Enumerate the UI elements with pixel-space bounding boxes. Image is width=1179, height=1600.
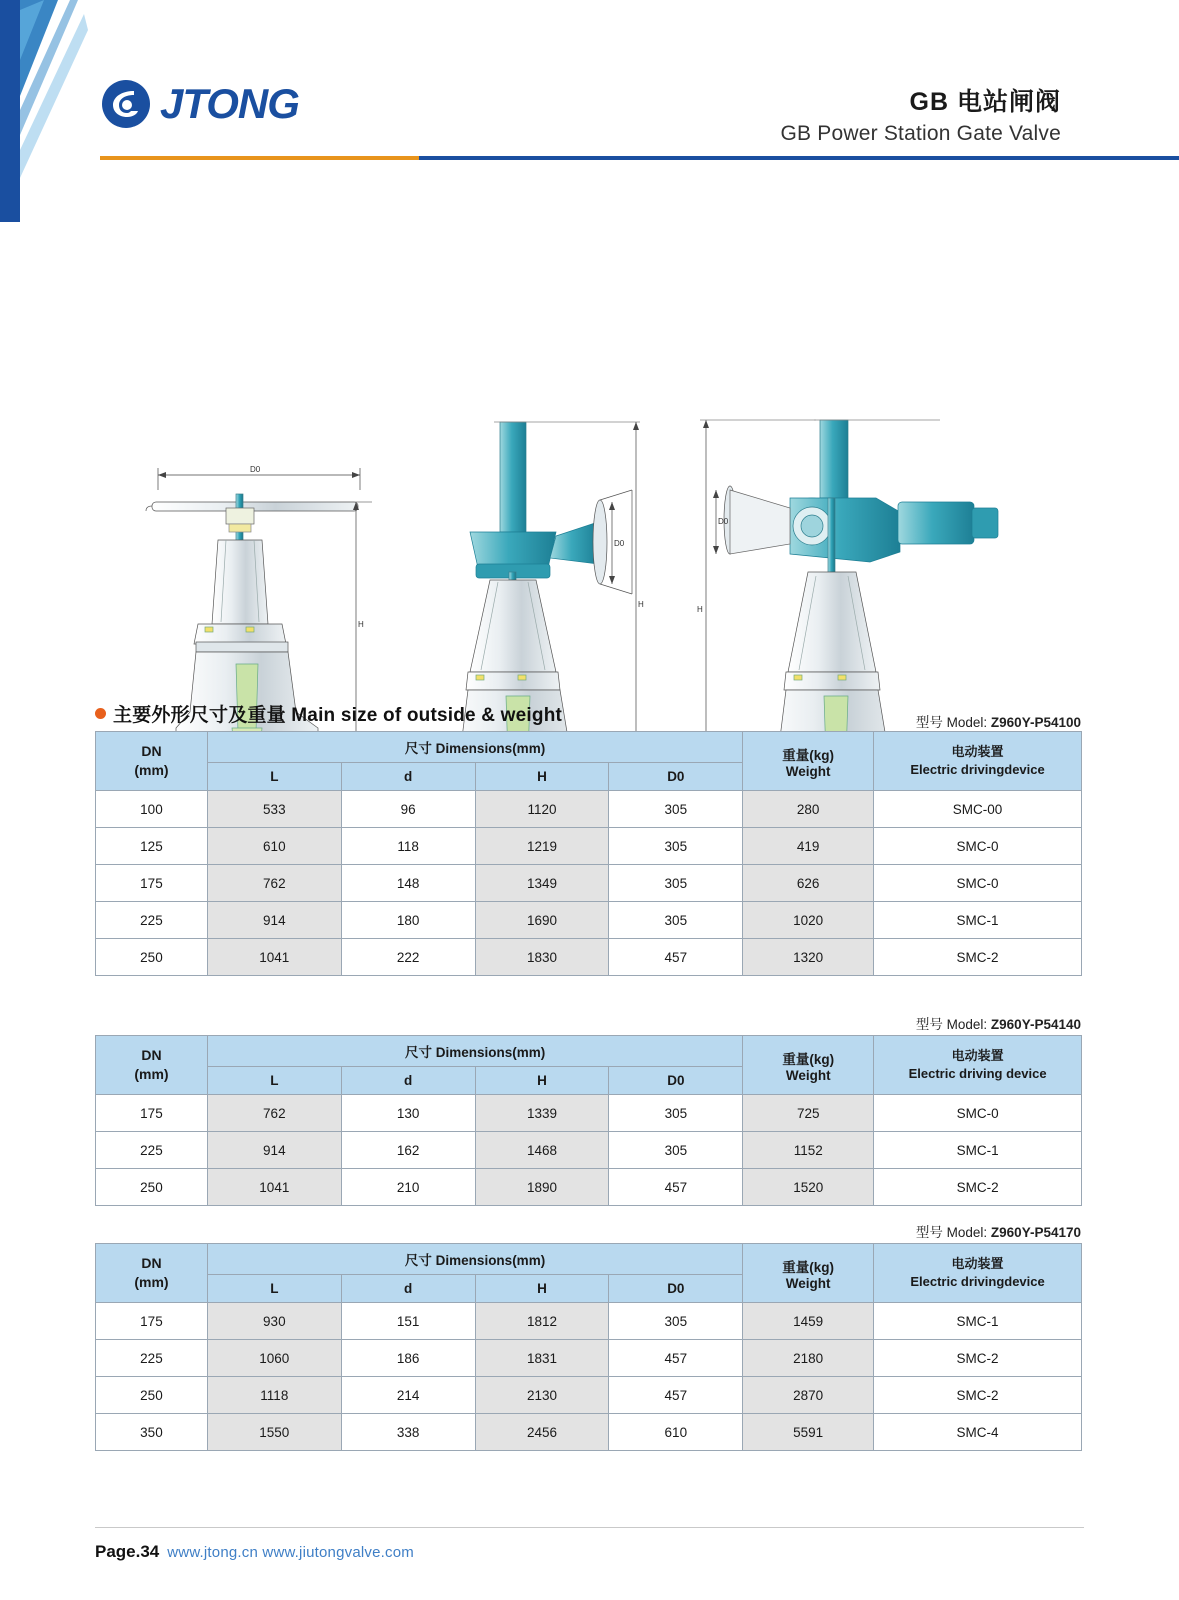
dimensions-table-3 bbox=[95, 1243, 1082, 1451]
cell-d: 210 bbox=[341, 1169, 475, 1206]
brand-logo bbox=[100, 78, 299, 130]
header-weight-line2: Weight bbox=[785, 1067, 831, 1083]
header-h: H bbox=[475, 1275, 609, 1303]
cell-d: 222 bbox=[341, 939, 475, 976]
cell-device: SMC-1 bbox=[874, 1132, 1082, 1169]
header-d: d bbox=[341, 1275, 475, 1303]
valve-drawings bbox=[0, 172, 1179, 642]
header-weight-line2: Weight bbox=[785, 1275, 831, 1291]
cell-l: 1550 bbox=[207, 1414, 341, 1451]
cell-l: 1060 bbox=[207, 1340, 341, 1377]
brand-name: JTONG bbox=[160, 80, 299, 127]
cell-h: 1831 bbox=[475, 1340, 609, 1377]
header-weight-line1: 重量(kg) bbox=[782, 747, 835, 763]
header-dn-line1: DN bbox=[141, 743, 162, 760]
cell-dn: 125 bbox=[96, 828, 208, 865]
cell-d0: 305 bbox=[609, 828, 743, 865]
model-prefix-3: 型号 Model: bbox=[915, 1225, 988, 1240]
header-l: L bbox=[207, 763, 341, 791]
header-dn bbox=[96, 1244, 208, 1303]
cell-d: 148 bbox=[341, 865, 475, 902]
model-value-1: Z960Y-P54100 bbox=[990, 715, 1081, 730]
cell-device: SMC-0 bbox=[874, 865, 1082, 902]
cell-h: 1349 bbox=[475, 865, 609, 902]
cell-dn: 100 bbox=[96, 791, 208, 828]
cell-d0: 610 bbox=[609, 1414, 743, 1451]
cell-weight: 1459 bbox=[743, 1303, 874, 1340]
cell-d0: 457 bbox=[609, 1340, 743, 1377]
cell-weight: 1152 bbox=[743, 1132, 874, 1169]
svg-text:H: H bbox=[638, 600, 644, 609]
header-device-line1: 电动装置 bbox=[951, 743, 1004, 759]
header-d0: D0 bbox=[609, 763, 743, 791]
page-title-en: GB Power Station Gate Valve bbox=[780, 122, 1061, 145]
header-d0: D0 bbox=[609, 1275, 743, 1303]
cell-d: 180 bbox=[341, 902, 475, 939]
cell-h: 1219 bbox=[475, 828, 609, 865]
header-device-line1: 电动装置 bbox=[951, 1047, 1004, 1063]
header-weight-line2: Weight bbox=[785, 763, 831, 779]
table-header-row bbox=[96, 1036, 1082, 1067]
table-header-row bbox=[96, 732, 1082, 763]
cell-h: 1690 bbox=[475, 902, 609, 939]
cell-d0: 305 bbox=[609, 1095, 743, 1132]
model-label-3 bbox=[916, 1221, 1081, 1241]
header-h: H bbox=[475, 763, 609, 791]
header-dimensions: 尺寸 Dimensions(mm) bbox=[207, 1036, 742, 1067]
page-title-cn: GB 电站闸阀 bbox=[909, 88, 1061, 116]
header-weight bbox=[743, 1244, 874, 1303]
cell-d: 151 bbox=[341, 1303, 475, 1340]
table-row bbox=[96, 828, 1082, 865]
header-device bbox=[874, 1036, 1082, 1095]
table-head bbox=[96, 1244, 1082, 1303]
cell-dn: 225 bbox=[96, 902, 208, 939]
header-device bbox=[874, 1244, 1082, 1303]
cell-l: 533 bbox=[207, 791, 341, 828]
table-body bbox=[96, 791, 1082, 976]
table-row bbox=[96, 1095, 1082, 1132]
cell-d: 118 bbox=[341, 828, 475, 865]
header-l: L bbox=[207, 1067, 341, 1095]
cell-device: SMC-1 bbox=[874, 1303, 1082, 1340]
section-title bbox=[95, 700, 562, 727]
header-d0: D0 bbox=[609, 1067, 743, 1095]
cell-l: 930 bbox=[207, 1303, 341, 1340]
cell-h: 1890 bbox=[475, 1169, 609, 1206]
cell-d0: 305 bbox=[609, 791, 743, 828]
header-d: d bbox=[341, 1067, 475, 1095]
header-dimensions: 尺寸 Dimensions(mm) bbox=[207, 1244, 742, 1275]
jtong-logo-icon bbox=[100, 78, 152, 130]
svg-text:H: H bbox=[358, 620, 364, 629]
table-body bbox=[96, 1095, 1082, 1206]
table-body bbox=[96, 1303, 1082, 1451]
model-label-1 bbox=[916, 711, 1081, 731]
cell-device: SMC-00 bbox=[874, 791, 1082, 828]
cell-dn: 175 bbox=[96, 865, 208, 902]
table-row bbox=[96, 1340, 1082, 1377]
cell-d: 130 bbox=[341, 1095, 475, 1132]
cell-weight: 2180 bbox=[743, 1340, 874, 1377]
header-dn-line1: DN bbox=[141, 1047, 162, 1064]
table-row bbox=[96, 939, 1082, 976]
cell-d0: 305 bbox=[609, 1132, 743, 1169]
table-row bbox=[96, 1414, 1082, 1451]
cell-d0: 305 bbox=[609, 902, 743, 939]
cell-d0: 305 bbox=[609, 1303, 743, 1340]
svg-text:H: H bbox=[697, 605, 703, 614]
table-row bbox=[96, 1303, 1082, 1340]
header-dn-line2: (mm) bbox=[134, 1066, 169, 1082]
header-weight-line1: 重量(kg) bbox=[782, 1259, 835, 1275]
cell-d: 214 bbox=[341, 1377, 475, 1414]
header-dn-line2: (mm) bbox=[134, 1274, 169, 1290]
header-weight-line1: 重量(kg) bbox=[782, 1051, 835, 1067]
cell-weight: 1320 bbox=[743, 939, 874, 976]
cell-weight: 725 bbox=[743, 1095, 874, 1132]
model-prefix-2: 型号 Model: bbox=[915, 1017, 988, 1032]
cell-dn: 250 bbox=[96, 939, 208, 976]
cell-device: SMC-2 bbox=[874, 1340, 1082, 1377]
header-dn-line2: (mm) bbox=[134, 762, 169, 778]
cell-weight: 1020 bbox=[743, 902, 874, 939]
header-dn-line1: DN bbox=[141, 1255, 162, 1272]
svg-text:D0: D0 bbox=[718, 517, 729, 526]
cell-l: 762 bbox=[207, 1095, 341, 1132]
model-value-2: Z960Y-P54140 bbox=[990, 1017, 1081, 1032]
cell-dn: 225 bbox=[96, 1132, 208, 1169]
svg-text:D0: D0 bbox=[250, 465, 261, 474]
header-l: L bbox=[207, 1275, 341, 1303]
cell-dn: 175 bbox=[96, 1303, 208, 1340]
dimensions-table-2 bbox=[95, 1035, 1082, 1206]
model-value-3: Z960Y-P54170 bbox=[990, 1225, 1081, 1240]
cell-weight: 1520 bbox=[743, 1169, 874, 1206]
header-divider-blue bbox=[419, 156, 1179, 160]
cell-d0: 457 bbox=[609, 1377, 743, 1414]
dimensions-table-1 bbox=[95, 731, 1082, 976]
cell-dn: 250 bbox=[96, 1169, 208, 1206]
cell-h: 2130 bbox=[475, 1377, 609, 1414]
cell-l: 1041 bbox=[207, 939, 341, 976]
cell-h: 1812 bbox=[475, 1303, 609, 1340]
header-device-line1: 电动装置 bbox=[951, 1255, 1004, 1271]
cell-d0: 305 bbox=[609, 865, 743, 902]
cell-l: 1041 bbox=[207, 1169, 341, 1206]
table-row bbox=[96, 902, 1082, 939]
table-head bbox=[96, 732, 1082, 791]
header-dn bbox=[96, 732, 208, 791]
cell-l: 914 bbox=[207, 1132, 341, 1169]
cell-weight: 2870 bbox=[743, 1377, 874, 1414]
cell-device: SMC-4 bbox=[874, 1414, 1082, 1451]
cell-d: 338 bbox=[341, 1414, 475, 1451]
cell-dn: 175 bbox=[96, 1095, 208, 1132]
cell-device: SMC-2 bbox=[874, 1169, 1082, 1206]
cell-l: 1118 bbox=[207, 1377, 341, 1414]
table-row bbox=[96, 1169, 1082, 1206]
cell-d0: 457 bbox=[609, 1169, 743, 1206]
table-header-row bbox=[96, 1244, 1082, 1275]
footer-websites[interactable]: www.jtong.cn www.jiutongvalve.com bbox=[167, 1544, 414, 1561]
valve-drawings-svg bbox=[0, 172, 1179, 642]
cell-weight: 419 bbox=[743, 828, 874, 865]
table-row bbox=[96, 865, 1082, 902]
cell-d0: 457 bbox=[609, 939, 743, 976]
cell-h: 1120 bbox=[475, 791, 609, 828]
orange-dot-icon bbox=[95, 708, 106, 719]
header-weight bbox=[743, 1036, 874, 1095]
header-divider-orange bbox=[100, 156, 1179, 160]
footer-divider bbox=[95, 1527, 1084, 1528]
table-row bbox=[96, 1132, 1082, 1169]
header-h: H bbox=[475, 1067, 609, 1095]
page-number: Page.34 bbox=[95, 1542, 160, 1561]
table-row bbox=[96, 791, 1082, 828]
section-title-text: 主要外形尺寸及重量 Main size of outside & weight bbox=[113, 705, 563, 726]
table-row bbox=[96, 1377, 1082, 1414]
cell-h: 1468 bbox=[475, 1132, 609, 1169]
header-dn bbox=[96, 1036, 208, 1095]
cell-d: 162 bbox=[341, 1132, 475, 1169]
cell-dn: 225 bbox=[96, 1340, 208, 1377]
cell-l: 762 bbox=[207, 865, 341, 902]
cell-weight: 5591 bbox=[743, 1414, 874, 1451]
table-head bbox=[96, 1036, 1082, 1095]
cell-h: 1339 bbox=[475, 1095, 609, 1132]
model-prefix-1: 型号 Model: bbox=[915, 715, 988, 730]
page-footer bbox=[95, 1542, 414, 1562]
cell-device: SMC-1 bbox=[874, 902, 1082, 939]
cell-device: SMC-0 bbox=[874, 828, 1082, 865]
cell-h: 2456 bbox=[475, 1414, 609, 1451]
svg-text:D0: D0 bbox=[614, 539, 625, 548]
cell-device: SMC-2 bbox=[874, 939, 1082, 976]
header-device-line2: Electric driving device bbox=[908, 1066, 1047, 1081]
header-weight bbox=[743, 732, 874, 791]
header-dimensions: 尺寸 Dimensions(mm) bbox=[207, 732, 742, 763]
cell-device: SMC-0 bbox=[874, 1095, 1082, 1132]
cell-d: 186 bbox=[341, 1340, 475, 1377]
header-device bbox=[874, 732, 1082, 791]
header-title-block bbox=[781, 82, 1061, 146]
cell-l: 610 bbox=[207, 828, 341, 865]
cell-device: SMC-2 bbox=[874, 1377, 1082, 1414]
page-header bbox=[0, 0, 1179, 172]
cell-h: 1830 bbox=[475, 939, 609, 976]
cell-d: 96 bbox=[341, 791, 475, 828]
header-device-line2: Electric drivingdevice bbox=[910, 1274, 1045, 1289]
cell-weight: 280 bbox=[743, 791, 874, 828]
cell-dn: 250 bbox=[96, 1377, 208, 1414]
cell-l: 914 bbox=[207, 902, 341, 939]
cell-weight: 626 bbox=[743, 865, 874, 902]
header-d: d bbox=[341, 763, 475, 791]
cell-dn: 350 bbox=[96, 1414, 208, 1451]
model-label-2 bbox=[916, 1013, 1081, 1033]
header-device-line2: Electric drivingdevice bbox=[910, 762, 1045, 777]
